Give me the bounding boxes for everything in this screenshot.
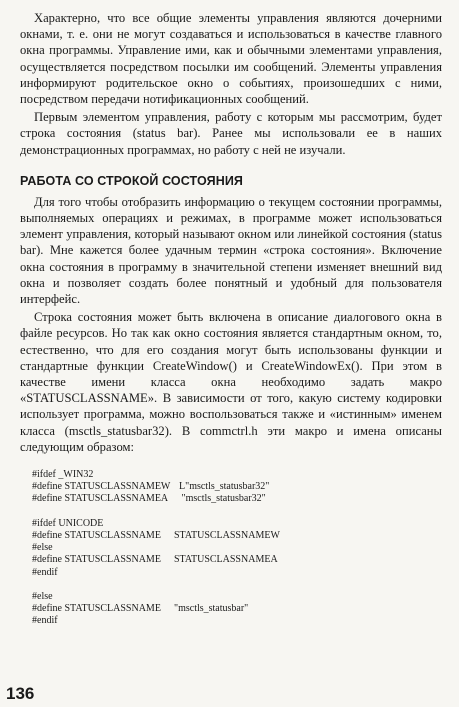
code-directive: #else (32, 590, 53, 602)
paragraph-1: Характерно, что все общие элементы управления являются дочерними окнами, т. е. они не могут создаваться и использоваться в качестве главного окна программы. Управление ими, как и обычными элементами управления, осуществляется посредством посылки им сообщений. Элементы управления информируют родительское окно о событиях, произошедших с ними, посредством передачи нотификационных сообщений. (20, 11, 442, 107)
code-line (32, 567, 442, 579)
code-value: L"msctls_statusbar32" (174, 481, 270, 493)
code-directive: #define STATUSCLASSNAME (32, 554, 161, 566)
code-line (32, 615, 442, 627)
code-line (32, 603, 442, 615)
code-blank-line (32, 506, 442, 518)
paragraph-3: Для того чтобы отобразить информацию о текущем состоянии программы, выполняемых операциях и режимах, в программе может использоваться элемент управления, который называют окном или линейкой состояния (status bar). Мне кажется более удачным термин «строка состояния». Включение окна состояния в программу в значительной степени изменяет внешний вид окна и позволяет создать более понятный и удобный для пользователя интерфейс. (20, 194, 442, 307)
code-value: "msctls_statusbar32" (174, 493, 266, 505)
code-listing (32, 469, 442, 627)
paragraph-2: Первым элементом управления, работу с которым мы рассмотрим, будет строка состояния (status bar). Ранее мы использовали ее в наших демонстрационных программах, но работу с ней не изучали. (20, 110, 442, 157)
code-directive: #define STATUSCLASSNAME (32, 602, 161, 614)
code-directive: #ifdef _WIN32 (32, 469, 94, 481)
code-directive: #else (32, 542, 53, 554)
code-value: "msctls_statusbar" (174, 602, 249, 614)
paragraph-4: Строка состояния может быть включена в описание диалогового окна в файле ресурсов. Но так как окно состояния является стандартным окном, то, естественно, что для его создания могут быть использованы функции и стандартные функции CreateWindow() и CreateWindowEx(). При этом в качестве имени класса окна необходимо задать макро «STATUSCLASSNAME». В зависимости от того, какую систему кодировки использует программа, можно воспользоваться также и «истинным» именем класса (msctls_statusbar32). В commctrl.h эти макро и имена описаны следующим образом: (20, 310, 442, 454)
code-line (32, 591, 442, 603)
section-heading: РАБОТА СО СТРОКОЙ СОСТОЯНИЯ (20, 173, 244, 188)
code-value: STATUSCLASSNAMEW (174, 529, 280, 541)
code-directive: #ifdef UNICODE (32, 517, 104, 529)
code-line (32, 469, 442, 481)
code-directive: #endif (32, 566, 58, 578)
code-line (32, 530, 442, 542)
book-page (20, 10, 442, 627)
code-value: STATUSCLASSNAMEA (174, 554, 278, 566)
code-line (32, 493, 442, 505)
code-line (32, 518, 442, 530)
code-directive: #define STATUSCLASSNAMEA (32, 493, 169, 505)
code-line (32, 554, 442, 566)
code-directive: #define STATUSCLASSNAMEW (32, 481, 171, 493)
code-directive: #define STATUSCLASSNAME (32, 529, 161, 541)
code-line (32, 481, 442, 493)
page-number: 136 (6, 684, 35, 703)
code-line (32, 542, 442, 554)
code-directive: #endif (32, 615, 58, 627)
code-blank-line (32, 579, 442, 591)
